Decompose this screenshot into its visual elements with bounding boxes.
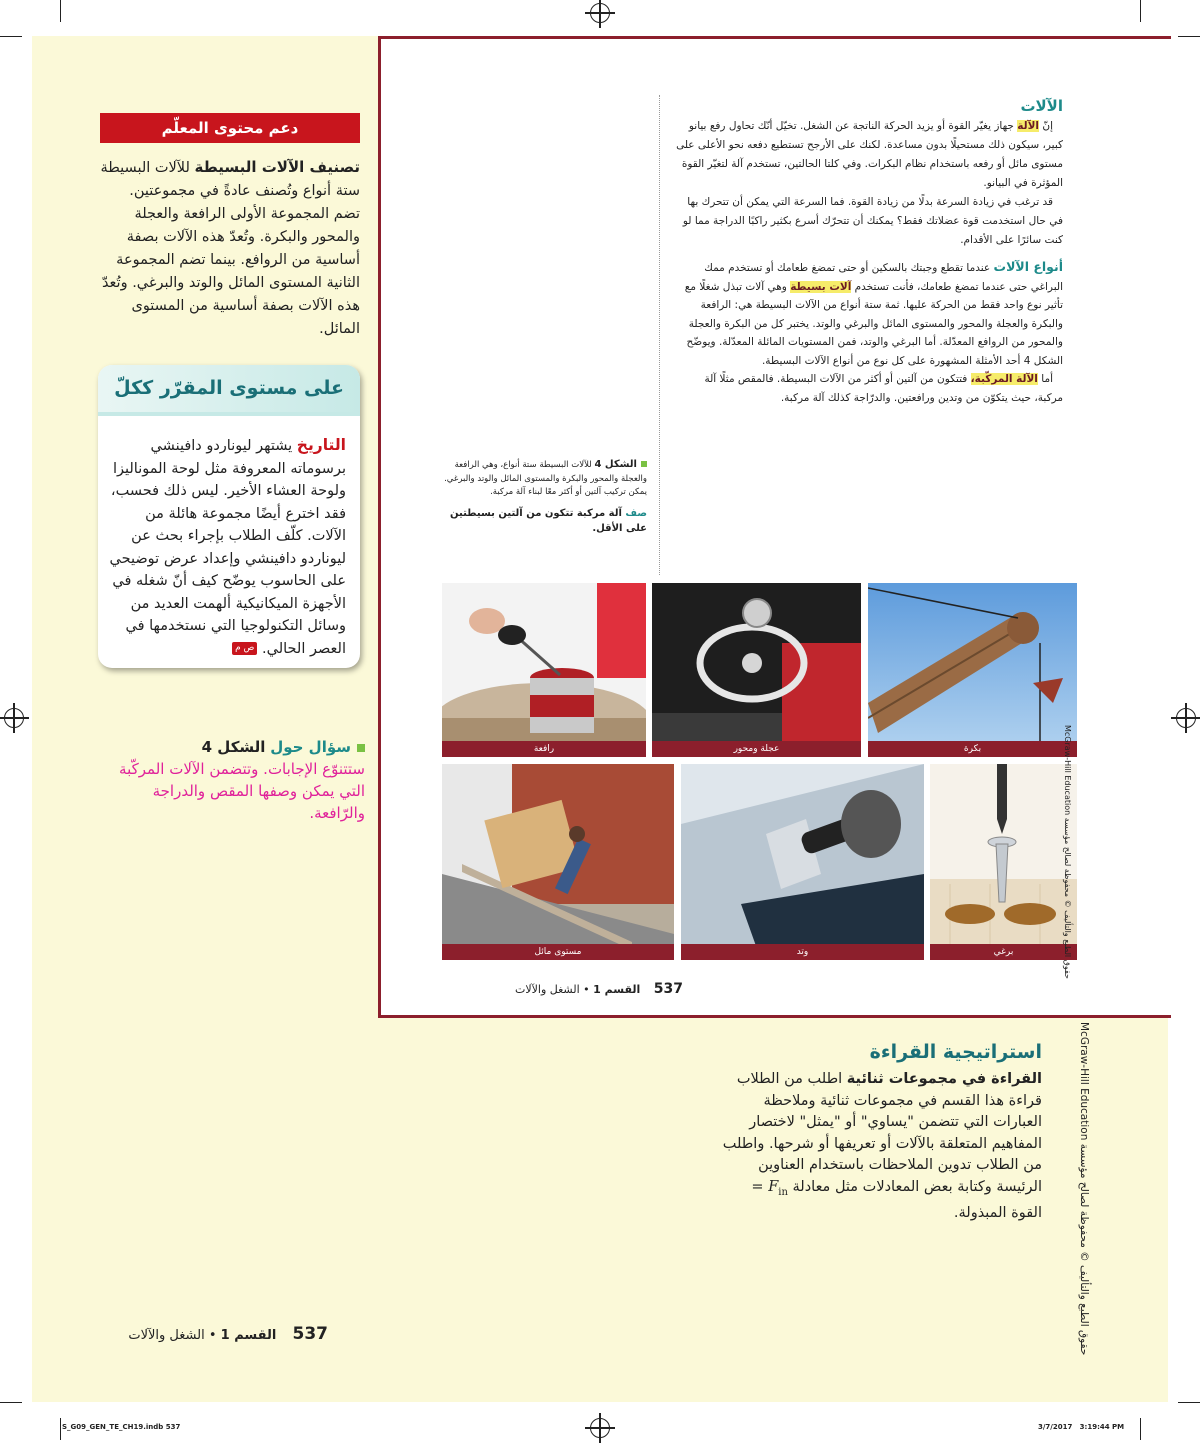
student-page-title: الشغل والآلات [515, 983, 580, 996]
machines-section [673, 95, 1063, 250]
side-credit-small: McGraw-Hill Education حقوق الطبع والتأليف © محفوظة لصالح مؤسسة [1063, 725, 1072, 979]
ice-scraper-illustration [681, 764, 924, 960]
term-compound-machine: الآلة المركّبة، [970, 373, 1038, 385]
figure-question-heading [100, 736, 365, 758]
screw-illustration [930, 764, 1077, 960]
crop-mark [1140, 1418, 1141, 1440]
reading-strategy-title: استراتيجية القراءة [869, 1041, 1042, 1063]
photo-pulley-caption: بكرة [868, 741, 1077, 757]
crop-mark [60, 0, 61, 22]
machines-title: الآلات [1020, 97, 1063, 115]
figure-question-label: سؤال حول [270, 738, 351, 756]
photo-wheel-axle-caption: عجلة ومحور [652, 741, 861, 757]
photo-lever [442, 583, 646, 757]
crop-mark [1178, 1402, 1200, 1403]
slug-file: S_G09_GEN_TE_CH19.indb 537 [62, 1423, 181, 1431]
describe-label: صف [625, 507, 647, 519]
page-lesson: القسم 1 [220, 1328, 277, 1343]
types-paragraph-1: أنواع الآلات عندما تقطع وجبتك بالسكين أو حتى تمضغ طعامك أو تستخدم ممك البراغي حتى عندما تمضغ طعامك، فأنت تستخدم آلات بسيطة وهي آلات تبذل شغلًا مع تأثير نوع واحد فقط من الحركة عليها. ثمة ستة أنواع من الآلات البسيطة هي: الرافعة والبكرة والعجلة والمحور والمستوى المائل والبرغي والوتد. يختبر كل من البكرة والعجلة والمحور من الروافع المعدّلة. أما البرغي والوتد، فمن المستويات المائلة المعدّلة. ويوضّح الشكل 4 أحد الأمثلة المشهورة على كل نوع من أنواع الآلات البسيطة. [684, 259, 1063, 367]
types-paragraph-2: أما الآلة المركّبة، فتتكون من آلتين أو أكثر من الآلات البسيطة. فالمقص مثلًا آلة مركبة، حيث يتكوّن من وتدين ورافعتين. والدرّاجة كذلك آلة مركبة. [704, 373, 1063, 404]
machines-paragraph-1: إنّ الآلة جهاز يغيّر القوة أو يزيد الحركة الناتجة عن الشغل. تخيّل أنّك تحاول رفع بيانو كبير، سيكون ذلك مستحيلًا بدون مساعدة. لكنك على الأرجح تستطيع دفعه نحو الأعلى على مستوى مائل أو رفعه باستخدام نظام البكرات. وفي كلتا الحالتين، تستخدم آلة لتغيّر القوة المؤثرة في البيانو. [676, 120, 1063, 189]
stem-badge: ص م [232, 642, 257, 655]
photo-inclined-plane [442, 764, 674, 960]
across-curriculum-header [98, 365, 360, 416]
column-divider [659, 95, 660, 575]
equation-rest: = القوة المبذولة. [751, 1178, 1042, 1221]
figure-caption-text: الشكل 4 للآلات البسيطة ستة أنواع، وهي الرافعة والعجلة والمحور والبكرة والمستوى المائل والوتد والبرغي. يمكن تركيب آلتين أو أكثر معًا لبناء آلة مركبة. [444, 459, 647, 497]
across-curriculum-text [98, 416, 360, 660]
photo-lever-caption: رافعة [442, 741, 646, 757]
photo-wedge [681, 764, 924, 960]
crop-mark [0, 36, 22, 37]
figure-question [100, 736, 365, 824]
ramp-illustration [442, 764, 674, 960]
figure-caption [441, 458, 647, 536]
photo-inclined-plane-caption: مستوى مائل [442, 944, 674, 960]
registration-mark-icon [1176, 708, 1196, 728]
teacher-support-text [100, 156, 360, 341]
term-simple-machines: آلات بسيطة [790, 280, 852, 293]
machines-paragraph-2: قد ترغب في زيادة السرعة بدلًا من زيادة القوة. فما السرعة التي يمكن أن تتحرك بها في حال استخدمت قوة عضلاتك فقط؟ يمكنك أن تتحرّك أسرع بكثير راكبًا الدراجة مما لو كنت سائرًا على الأقدام. [682, 196, 1063, 246]
reading-strategy-text [720, 1069, 1042, 1224]
figure-describe: صف آلة مركبة تتكون من آلتين بسيطتين على الأقل. [449, 507, 647, 534]
registration-mark-icon [590, 3, 610, 23]
registration-mark-icon [4, 708, 24, 728]
lever-illustration [442, 583, 646, 757]
across-curriculum-title: على مستوى المقرّر ككلّ [114, 377, 344, 399]
reading-strategy-body: اطلب من الطلاب قراءة هذا القسم في مجموعات ثنائية وملاحظة العبارات التي تتضمن "يساوي" أو "يمثل" لاختصار المفاهيم المتعلقة بالآلات أو تعريفها أو شرحها. واطلب من الطلاب تدوين الملاحظات باستخدام العناوين الرئيسة وكتابة بعض المعادلات مثل معادلة [722, 1071, 1042, 1195]
crop-mark [60, 1418, 61, 1440]
figure-caption-label: الشكل 4 [594, 459, 637, 470]
crop-mark [1140, 0, 1141, 22]
history-body: يشتهر ليوناردو دافينشي برسوماته المعروفة مثل لوحة الموناليزا ولوحة العشاء الأخير. ليس ذلك فحسب، فقد اخترع أيضًا مجموعة هائلة من الآلات. كلّف الطلاب بإجراء بحث عن ليوناردو دافينشي وإعداد عرض توضيحي على الحاسوب يوضّح كيف أنّ شغله في الأجهزة الميكانيكية ألهمت العديد من وسائل التكنولوجيا التي نستخدمها في العصر الحالي. [109, 438, 346, 657]
teacher-support-banner: دعم محتوى المعلّم [100, 113, 360, 143]
term-machine: الآلة [1017, 120, 1040, 132]
student-page-lesson: القسم 1 [593, 983, 641, 996]
crop-mark [1178, 36, 1200, 37]
history-heading: التاريخ [296, 436, 346, 454]
reading-strategy [720, 1038, 1042, 1224]
photo-screw-caption: برغي [930, 944, 1077, 960]
page-number: 537 [292, 1324, 328, 1344]
across-curriculum-box [98, 365, 360, 668]
bullet-square-icon [357, 744, 365, 752]
reading-strategy-heading: القراءة في مجموعات ثنائية [846, 1071, 1042, 1087]
student-page-number: 537 [653, 981, 683, 997]
crane-illustration [868, 583, 1077, 757]
figure-question-figure: الشكل 4 [201, 738, 266, 756]
registration-mark-icon [590, 1418, 610, 1438]
teacher-support-heading: تصنيف الآلات البسيطة [194, 158, 360, 176]
photo-screw [930, 764, 1077, 960]
bullet-square-icon [641, 461, 647, 467]
figure-question-answer: ستتنوّع الإجابات. وتتضمن الآلات المركّبة التي يمكن وصفها المقص والدراجة والرّافعة. [119, 760, 365, 822]
photo-wedge-caption: وتد [681, 944, 924, 960]
steering-wheel-illustration [652, 583, 861, 757]
student-page [378, 36, 1171, 1018]
page-title: الشغل والآلات [128, 1328, 205, 1343]
types-section [673, 258, 1063, 407]
types-title: أنواع الآلات [993, 259, 1063, 274]
side-credit-large: McGraw-Hill Education حقوق الطبع والتأليف © محفوظة لصالح مؤسسة [1078, 1022, 1090, 1356]
crop-mark [0, 1402, 22, 1403]
equation: $F_{in}$ [768, 1178, 788, 1198]
slug-date: 3/7/2017 3:19:44 PM [1038, 1423, 1125, 1431]
photo-pulley [868, 583, 1077, 757]
page-footer: 537 القسم 1 • الشغل والآلات [128, 1324, 328, 1344]
photo-wheel-axle [652, 583, 861, 757]
teacher-support-body: للآلات البسيطة ستة أنواع وتُصنف عادةً في مجموعتين. تضم المجموعة الأولى الرافعة والعجلة والمحور والبكرة. وتُعدّ هذه الآلات بصفة أساسية من الروافع. بينما تضم المجموعة الثانية المستوى المائل والوتد والبرغي. وتُعدّ هذه الآلات بصفة أساسية من المستوى المائل. [100, 160, 360, 337]
student-page-footer: 537 القسم 1 • الشغل والآلات [515, 981, 683, 997]
